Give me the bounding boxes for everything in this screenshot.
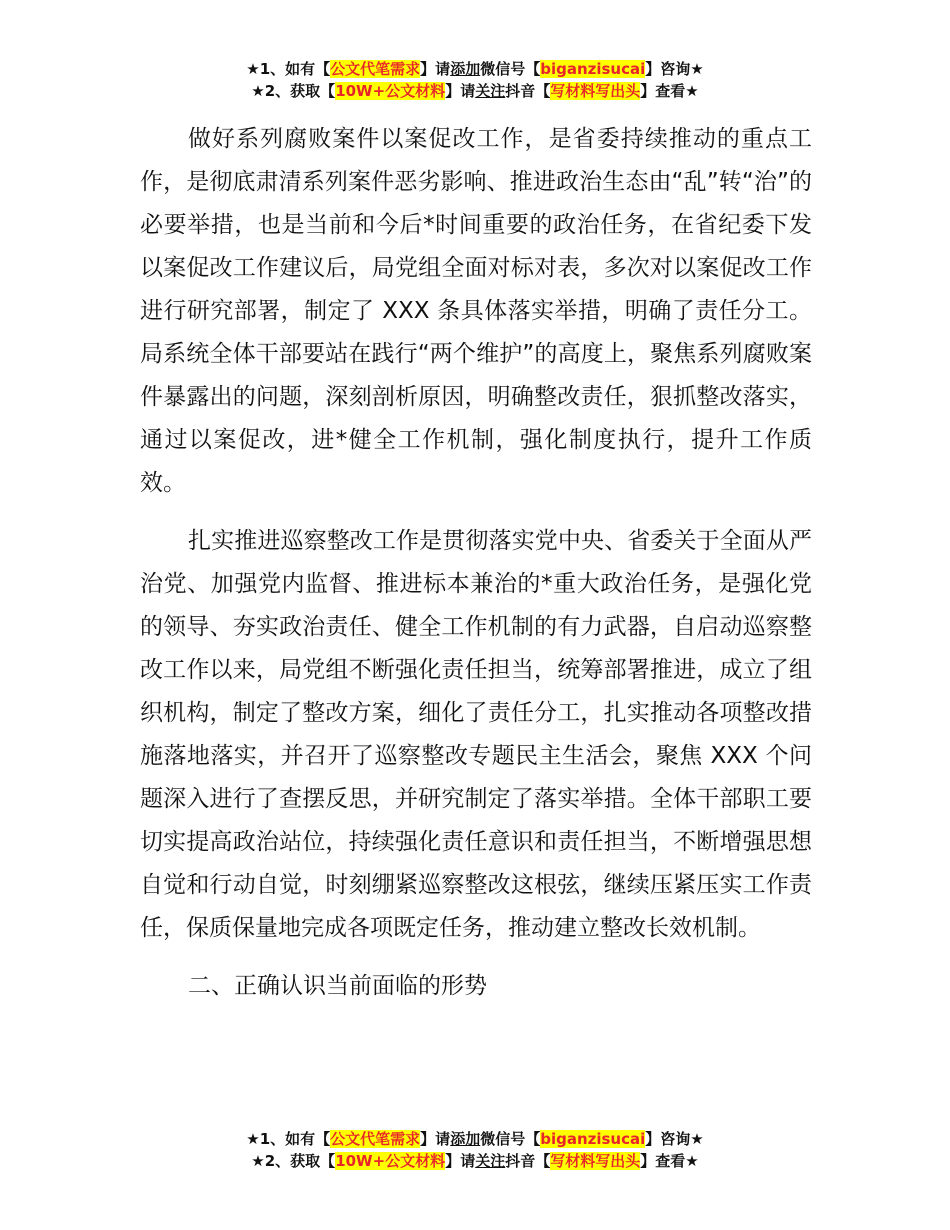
document-body: [140, 118, 812, 1008]
footer-banner: [0, 1128, 950, 1172]
highlight-materials: 10W+公文材料: [335, 82, 446, 100]
section-heading: 二、正确认识当前面临的形势: [188, 973, 487, 999]
paragraph-1: 做好系列腐败案件以案促改工作，是省委持续推动的重点工作，是彻底肃清系列案件恶劣影响、推进政治生态由“乱”转“治”的必要举措，也是当前和今后*时间重要的政治任务，在省纪委下发以案促改工作建议后，局党组全面对标对表，多次对以案促改工作进行研究部署，制定了 XXX 条具体落实举措，明确了责任分工。局系统全体干部要站在践行“两个维护”的高度上，聚焦系列腐败案件暴露出的问题，深刻剖析原因，明确整改责任，狠抓整改落实，通过以案促改，进*健全工作机制，强化制度执行，提升工作质效。: [140, 126, 812, 496]
highlight-materials: 10W+公文材料: [335, 1152, 446, 1170]
banner-line-1: ★1、如有【公文代笔需求】请添加微信号【biganzisucai】咨询★: [246, 60, 704, 78]
banner-line-2: ★2、获取【10W+公文材料】请关注抖音【写材料写出头】查看★: [251, 1152, 699, 1170]
highlight-douyin: 写材料写出头: [550, 1152, 641, 1170]
banner-line-1: ★1、如有【公文代笔需求】请添加微信号【biganzisucai】咨询★: [246, 1130, 704, 1148]
header-banner: [0, 58, 950, 102]
highlight-wechat-id: biganzisucai: [540, 60, 646, 78]
highlight-service: 公文代笔需求: [330, 60, 421, 78]
highlight-service: 公文代笔需求: [330, 1130, 421, 1148]
highlight-wechat-id: biganzisucai: [540, 1130, 646, 1148]
highlight-douyin: 写材料写出头: [550, 82, 641, 100]
paragraph-2: 扎实推进巡察整改工作是贯彻落实党中央、省委关于全面从严治党、加强党内监督、推进标本兼治的*重大政治任务，是强化党的领导、夯实政治责任、健全工作机制的有力武器，自启动巡察整改工作以来，局党组不断强化责任担当，统筹部署推进，成立了组织机构，制定了整改方案，细化了责任分工，扎实推动各项整改措施落地落实，并召开了巡察整改专题民主生活会，聚焦 XXX 个问题深入进行了查摆反思，并研究制定了落实举措。全体干部职工要切实提高政治站位，持续强化责任意识和责任担当，不断增强思想自觉和行动自觉，时刻绷紧巡察整改这根弦，继续压紧压实工作责任，保质保量地完成各项既定任务，推动建立整改长效机制。: [140, 528, 812, 941]
banner-line-2: ★2、获取【10W+公文材料】请关注抖音【写材料写出头】查看★: [251, 82, 699, 100]
